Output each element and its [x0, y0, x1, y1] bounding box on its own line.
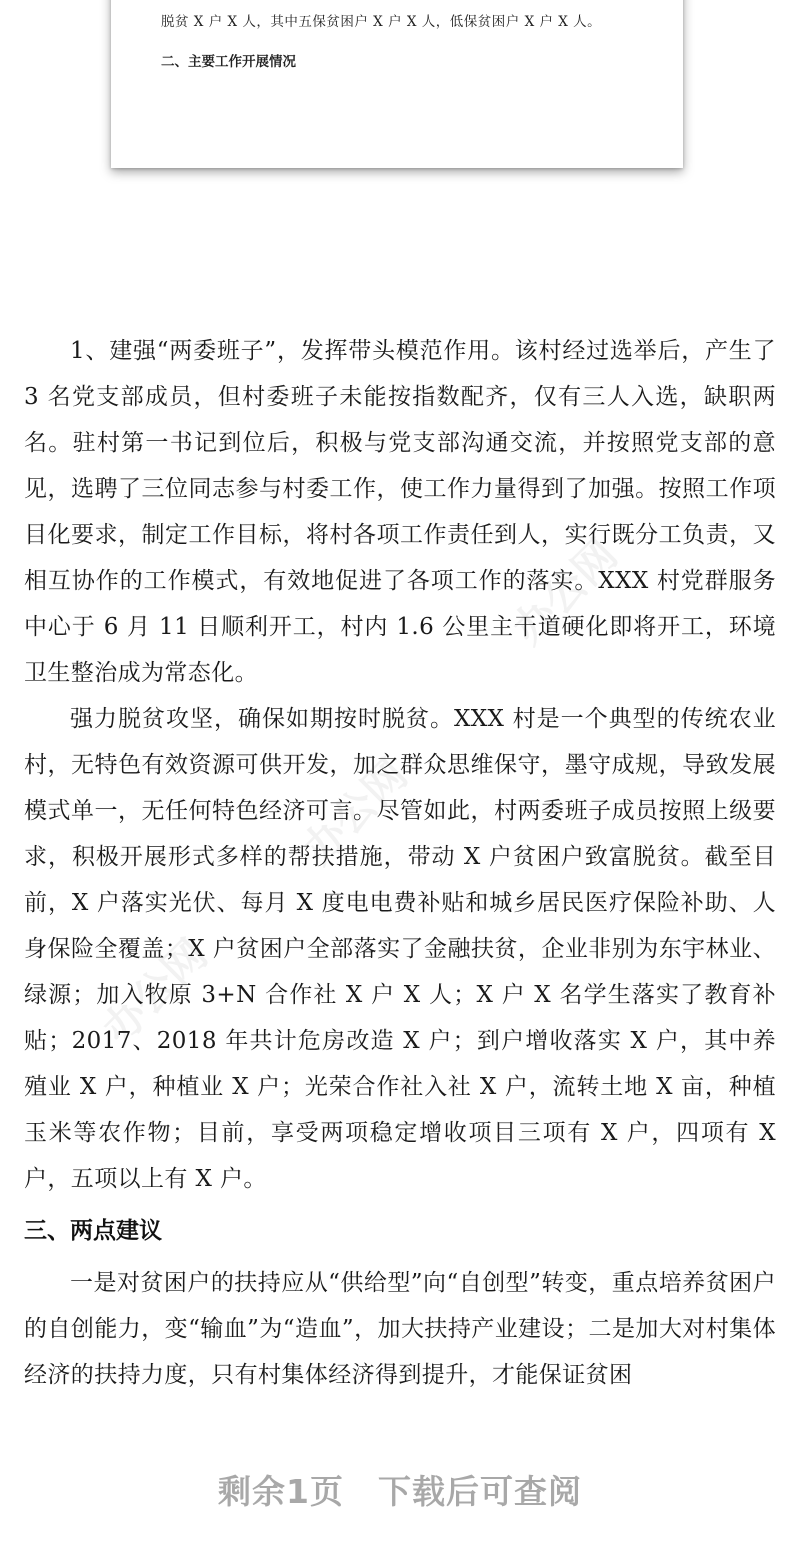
watermark-2: 办公网: [292, 749, 417, 874]
watermark-1: 办公网: [502, 529, 627, 654]
section-heading-suggestions: 三、两点建议: [24, 1218, 162, 1244]
paragraph-poverty: 强力脱贫攻坚，确保如期按时脱贫。XXX 村是一个典型的传统农业村，无特色有效资源可供开发，加之群众思维保守，墨守成规，导致发展模式单一，无任何特色经济可言。尽管如此，村两委班子成员按照上级要求，积极开展形式多样的帮扶措施，带动 X 户贫困户致富脱贫。截至目前，X 户落实光伏、每月 X 度电电费补贴和城乡居民医疗保险补助、人身保险全覆盖；X 户贫困户全部落实了金融扶贫，企业非别为东宇林业、绿源；加入牧原 3+N 合作社 X 户 X 人；X 户 X 名学生落实了教育补贴；2017、2018 年共计危房改造 X 户；到户增收落实 X 户，其中养殖业 X 户，种植业 X 户；光荣合作社入社 X 户，流转土地 X 亩，种植玉米等农作物；目前，享受两项稳定增收项目三项有 X 户，四项有 X 户，五项以上有 X 户。: [24, 706, 776, 1192]
preview-text-line: 脱贫 X 户 X 人，其中五保贫困户 X 户 X 人，低保贫困户 X 户 X 人。: [161, 14, 602, 30]
paragraph-leadership: 1、建强“两委班子”，发挥带头模范作用。该村经过选举后，产生了 3 名党支部成员，但村委班子未能按指数配齐，仅有三人入选，缺职两名。驻村第一书记到位后，积极与党支部沟通交流，并按照党支部的意见，选聘了三位同志参与村委工作，使工作力量得到了加强。按照工作项目化要求，制定工作目标，将村各项工作责任到人，实行既分工负责，又相互协作的工作模式，有效地促进了各项工作的落实。XXX 村党群服务中心于 6 月 11 日顺利开工，村内 1.6 公里主干道硬化即将开工，环境卫生整治成为常态化。: [24, 338, 776, 686]
download-hint-label: 下载后可查阅: [377, 1472, 582, 1511]
download-prompt[interactable]: [0, 1466, 800, 1513]
paragraph-suggestions: 一是对贫困户的扶持应从“供给型”向“自创型”转变，重点培养贫困户的自创能力，变“输血”为“造血”，加大扶持产业建设；二是加大对村集体经济的扶持力度，只有村集体经济得到提升，才能保证贫困: [24, 1270, 776, 1388]
watermark-3: 办公网: [92, 929, 217, 1054]
preview-section-heading: 二、主要工作开展情况: [161, 54, 296, 70]
remaining-pages-label: 剩余1页: [218, 1472, 344, 1511]
document-body: [24, 328, 776, 1398]
previous-page-preview: [111, 0, 683, 168]
